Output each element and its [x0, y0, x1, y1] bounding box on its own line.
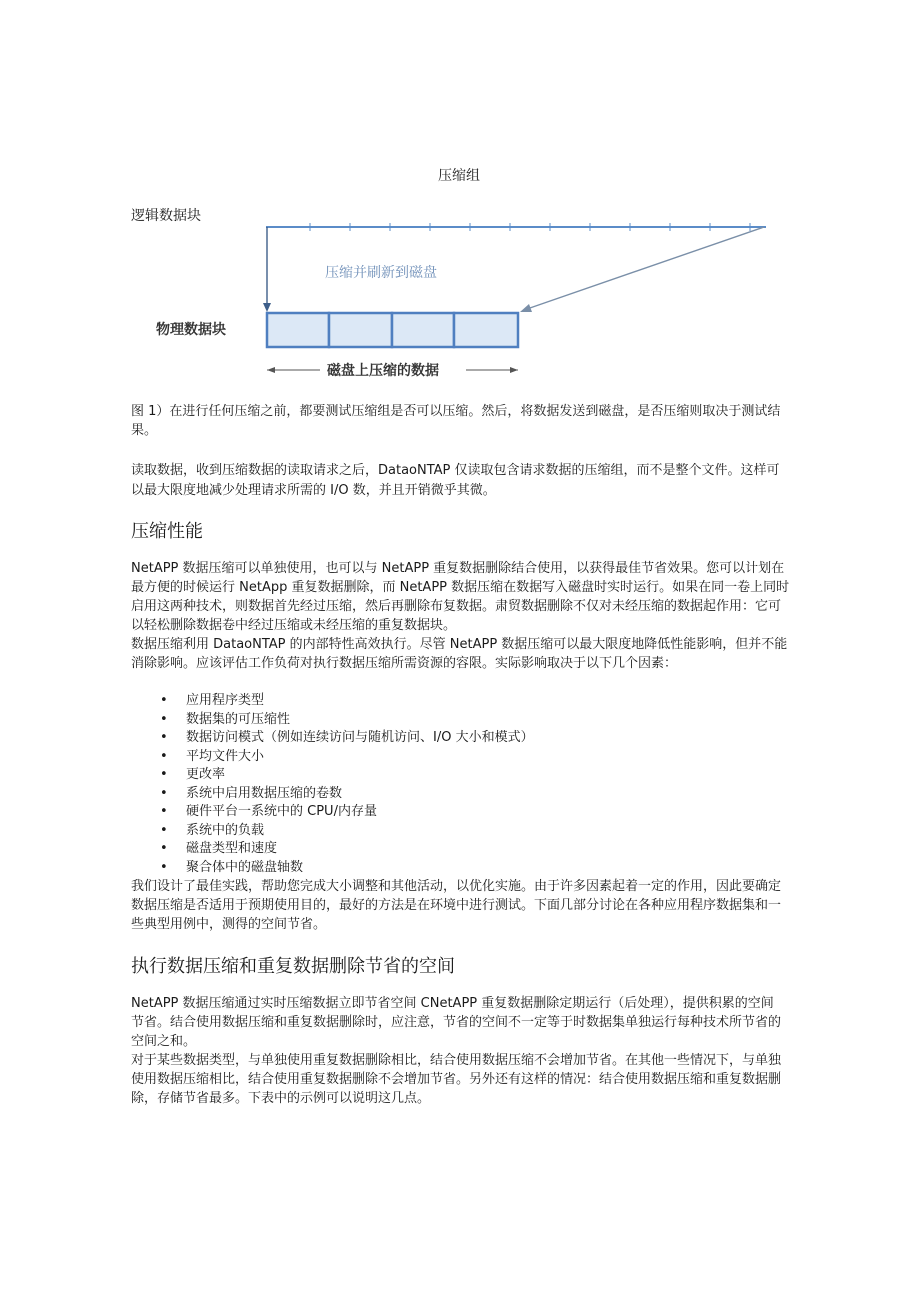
intro-line-1: 读取数据，收到压缩数据的读取请求之后，DataoNTAP 仅读取包含请求数据的压缩组，而不是整个文件。这样可: [131, 463, 780, 478]
physical-blocks-label: 物理数据块: [156, 322, 226, 338]
s1-para2-line-2: 消除影响。应该评估工作负荷对执行数据压缩所需资源的容限。实际影响取决于以下几个因素：: [131, 656, 678, 671]
diagonal-arrow: [527, 227, 764, 309]
s1-para2-line-1: 数据压缩利用 DataoNTAP 的内部特性高效执行。尽管 NetAPP 数据压缩可以最大限度地降低性能影响，但并不能: [131, 637, 788, 652]
figure-title: 压缩组: [438, 168, 480, 184]
compressed-on-disk-label: 磁盘上压缩的数据: [327, 363, 439, 379]
physical-block-4: [454, 313, 518, 347]
s2-para1-line-2: 节省。结合使用数据压缩和重复数据删除时，应注意，节省的空间不一定等于时数据集单独运行每种技术所节省的: [131, 1015, 782, 1030]
list-item: • 硬件平台一系统中的 CPU/内存量: [160, 804, 377, 819]
s1-para3-line-1: 我们设计了最佳实践，帮助您完成大小调整和其他活动，以优化实施。由于许多因素起着一定的作用，因此要确定: [131, 879, 782, 894]
list-item: • 系统中启用数据压缩的卷数: [160, 786, 343, 801]
list-item: • 平均文件大小: [160, 749, 265, 764]
physical-block-3: [392, 313, 454, 347]
list-item: • 数据访问模式（例如连续访问与随机访问、I/O 大小和模式）: [160, 730, 534, 745]
list-item: • 更改率: [160, 767, 226, 782]
s1-para1-line-4: 以轻松删除数据卷中经过压缩或未经压缩的重复数据块。: [131, 618, 457, 633]
heading-space-savings: 执行数据压缩和重复数据删除节省的空间: [131, 956, 455, 977]
heading-compression-performance: 压缩性能: [131, 521, 203, 542]
s2-para2-line-2: 使用数据压缩相比，结合使用重复数据删除不会增加节省。另外还有这样的情况：结合使用数据压缩和重复数据删: [131, 1072, 782, 1087]
s2-para1-line-3: 空间之和。: [131, 1034, 197, 1049]
list-item: • 应用程序类型: [160, 693, 265, 708]
list-item: • 磁盘类型和速度: [160, 841, 278, 856]
s1-para1-line-2: 最方便的时候运行 NetApp 重复数据删除，而 NetAPP 数据压缩在数据写入磁盘时实时运行。如果在同一卷上同时: [131, 580, 790, 595]
figure-caption-line-1: 图 1）在进行任何压缩之前，都要测试压缩组是否可以压缩。然后，将数据发送到磁盘，是否压缩则取决于测试结: [131, 404, 781, 419]
logical-blocks-label: 逻辑数据块: [131, 208, 201, 224]
list-item: • 数据集的可压缩性: [160, 712, 291, 727]
s2-para1-line-1: NetAPP 数据压缩通过实时压缩数据立即节省空间 CNetAPP 重复数据删除定期运行（后处理），提供积累的空间: [131, 996, 774, 1011]
s1-para1-line-3: 启用这两种技术，则数据首先经过压缩，然后再删除布复数据。肃贸数据删除不仅对未经压缩的数据起作用：它可: [131, 599, 782, 614]
intro-line-2: 以最大限度地减少处理请求所需的 I/O 数，并且开销微乎其微。: [131, 483, 496, 498]
s1-para3-line-3: 些典型用例中，测得的空间节省。: [131, 917, 327, 932]
s1-para1-line-1: NetAPP 数据压缩可以单独使用，也可以与 NetAPP 重复数据删除结合使用，以获得最佳节省效果。您可以计划在: [131, 561, 785, 576]
s1-para3-line-2: 数据压缩是否适用于预期使用目的，最好的方法是在环境中进行测试。下面几部分讨论在各种应用程序数据集和一: [131, 898, 782, 913]
list-item: • 系统中的负载: [160, 823, 265, 838]
physical-block-2: [329, 313, 392, 347]
s2-para2-line-1: 对于某些数据类型，与单独使用重复数据删除相比，结合使用数据压缩不会增加节省。在其他一些情况下，与单独: [131, 1053, 782, 1068]
physical-block-1: [267, 313, 329, 347]
compression-diagram: [150, 215, 790, 390]
list-item: • 聚合体中的磁盘轴数: [160, 860, 304, 875]
s2-para2-line-3: 除，存储节省最多。下表中的示例可以说明这几点。: [131, 1091, 431, 1106]
figure-caption-line-2: 果。: [131, 423, 158, 438]
compress-flush-label: 压缩并刷新到磁盘: [325, 265, 437, 281]
